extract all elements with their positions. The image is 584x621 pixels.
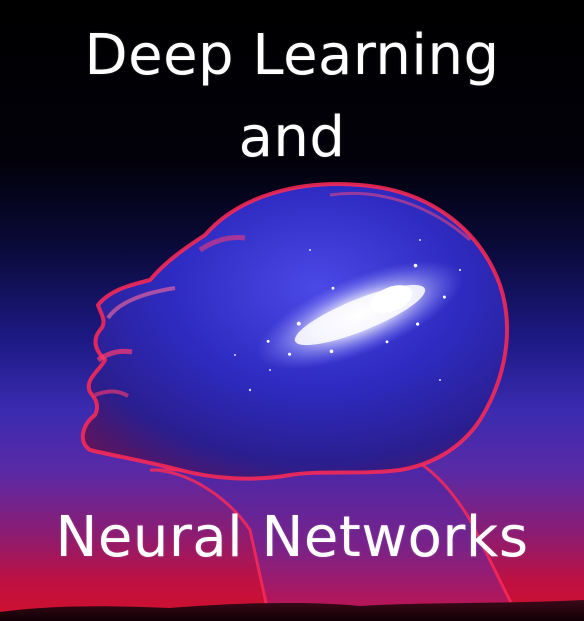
title-line-2: and	[238, 105, 346, 170]
title-line-1: Deep Learning	[84, 23, 500, 88]
ground	[0, 600, 584, 621]
title-line-3: Neural Networks	[55, 505, 529, 570]
